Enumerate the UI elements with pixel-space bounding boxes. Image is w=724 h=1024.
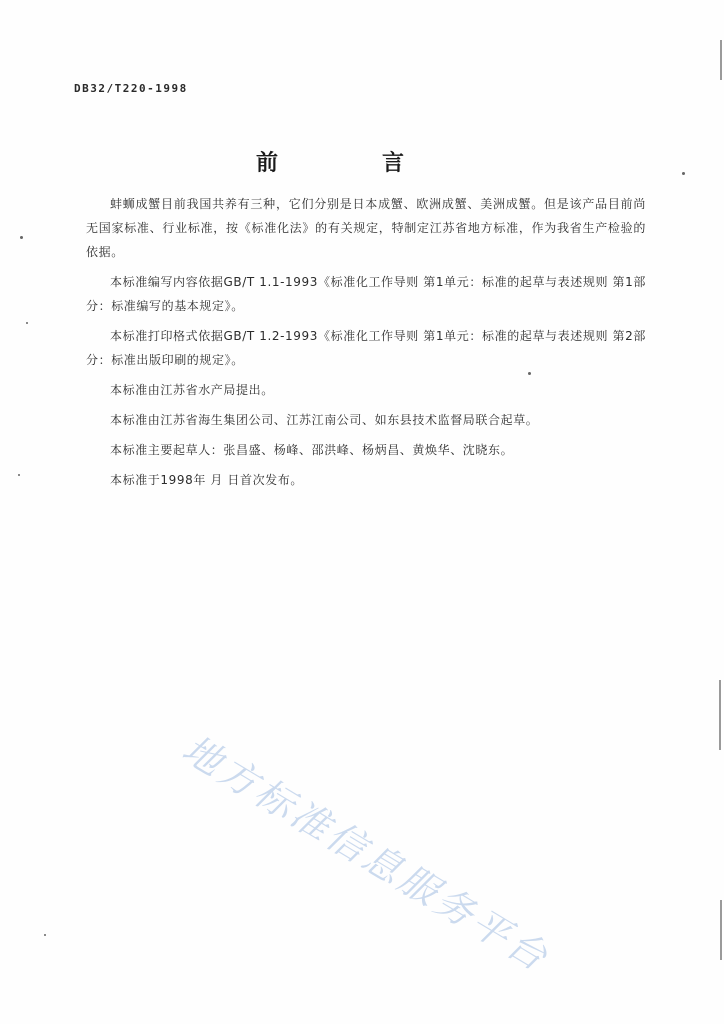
paragraph-proposer: 本标准由江苏省水产局提出。 bbox=[110, 383, 274, 397]
scan-speck bbox=[18, 474, 20, 476]
scan-speck bbox=[682, 172, 685, 175]
paragraph-content-basis: 本标准编写内容依据GB/T 1.1-1993《标准化工作导则 第1单元：标准的起草与表述规则 第1部分：标准编写的基本规定》。 bbox=[86, 275, 646, 313]
paragraph-drafting-units: 本标准由江苏省海生集团公司、江苏江南公司、如东县技术监督局联合起草。 bbox=[110, 413, 539, 427]
scan-edge-mark bbox=[720, 900, 722, 960]
page-title: 前言 bbox=[255, 150, 508, 176]
paragraph-intro: 蚌蛳成蟹目前我国共养有三种，它们分别是日本成蟹、欧洲成蟹、美洲成蟹。但是该产品目前尚无国家标准、行业标准，按《标准化法》的有关规定，特制定江苏省地方标准，作为我省生产检验的依据。 bbox=[86, 197, 646, 259]
standard-code: DB32/T220-1998 bbox=[74, 82, 188, 95]
foreword-body bbox=[86, 192, 646, 498]
watermark: 地方标准信息服务平台 bbox=[174, 726, 558, 981]
scan-speck bbox=[26, 322, 28, 324]
scan-edge-mark bbox=[719, 680, 721, 750]
paragraph-print-format: 本标准打印格式依据GB/T 1.2-1993《标准化工作导则 第1单元：标准的起草与表述规则 第2部分：标准出版印刷的规定》。 bbox=[86, 329, 646, 367]
scan-speck bbox=[528, 372, 531, 375]
paragraph-drafters: 本标准主要起草人：张昌盛、杨峰、邵洪峰、杨炳昌、黄焕华、沈晓东。 bbox=[110, 443, 514, 457]
scan-speck bbox=[44, 934, 46, 936]
scan-speck bbox=[20, 236, 23, 239]
paragraph-release-date: 本标准于1998年 月 日首次发布。 bbox=[110, 473, 303, 487]
scan-edge-mark bbox=[720, 40, 722, 80]
